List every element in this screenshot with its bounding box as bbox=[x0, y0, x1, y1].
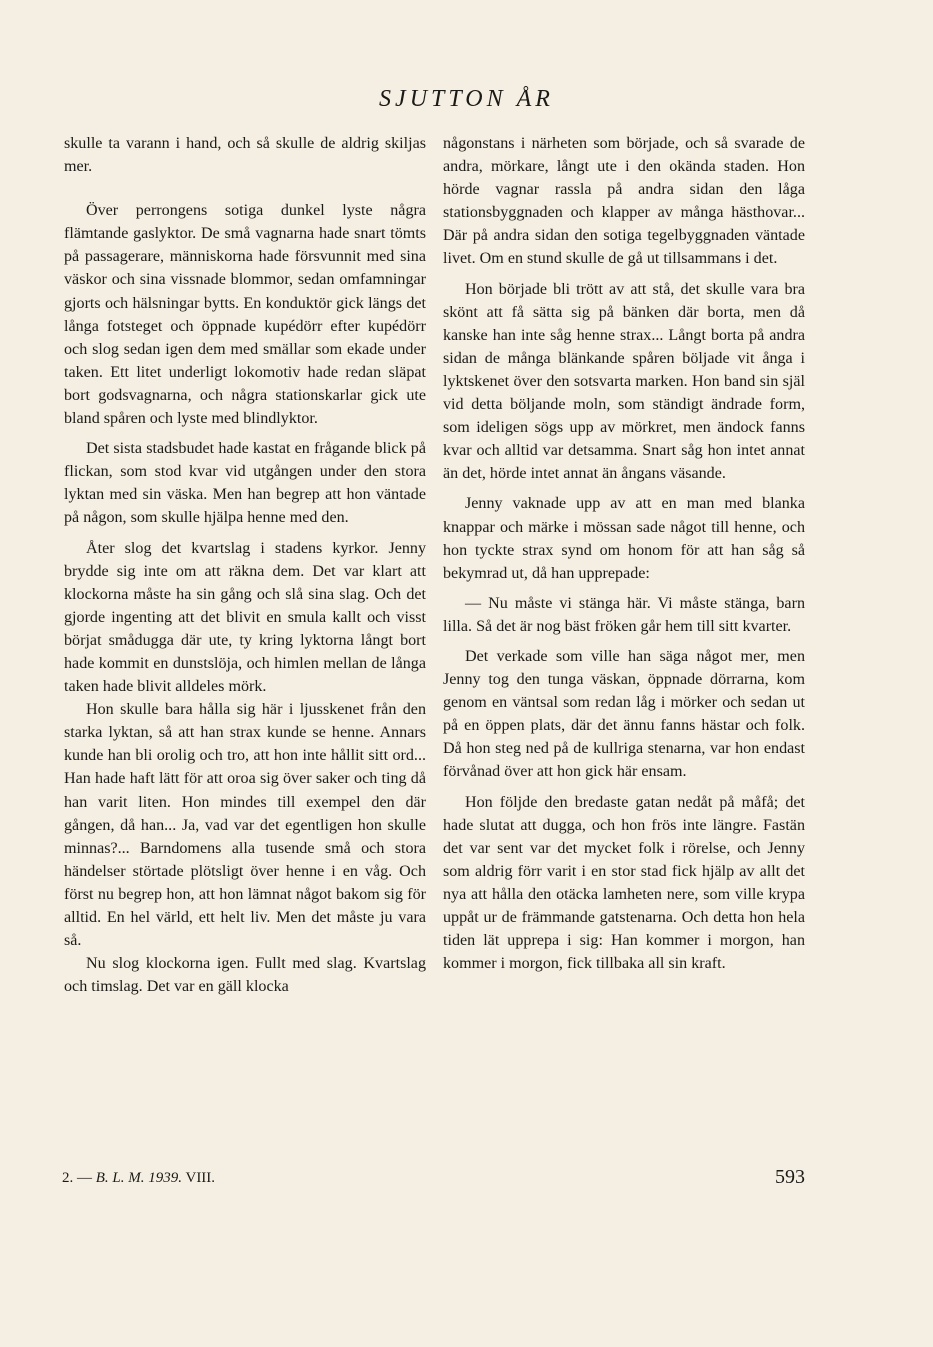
left-column bbox=[64, 132, 426, 998]
paragraph: Det verkade som ville han säga något mer, men Jenny tog den tunga väskan, öppnade dörrarna, kom genom en väntsal som redan låg i mörker och sedan ut på en öppen plats, där det ännu fanns hästar och folk. Då hon steg ned på de kullriga stenarna, var hon endast förvånad över att hon gick här ensam. bbox=[443, 647, 805, 781]
paragraph: Hon följde den bredaste gatan nedåt på måfå; det hade slutat att dugga, och hon frös inte längre. Fastän det var sent var det mycket folk i rörelse, och Jenny som aldrig förr varit i en stor stad fick hjälp av allt det nya att hålla den otäcka lamheten nere, som ville krypa uppåt ur de främmande gatstenarna. Och detta hon hela tiden lät upprepa i sig: Han kommer i morgon, han kommer i morgon, fick tillbaka all sin kraft. bbox=[443, 793, 805, 973]
paragraph: Det sista stadsbudet hade kastat en frågande blick på flickan, som stod kvar vid utgången under den stora lyktan med sin väska. Men han begrep att hon väntade på någon, som skulle hjälpa henne med den. bbox=[64, 440, 426, 527]
magazine-year: 1939. bbox=[148, 1170, 182, 1186]
running-head: SJUTTON ÅR bbox=[379, 86, 554, 112]
paragraph: skulle ta varann i hand, och så skulle de aldrig skiljas mer. bbox=[64, 135, 426, 176]
paragraph: Åter slog det kvartslag i stadens kyrkor. Jenny brydde sig inte om att räkna dem. Det var klart att klockorna måste ha sin gång och slå sina slag. Och det gjorde ingenting att det blivit en smula kallt och visst börjat smådugga där ute, ty kring lyktorna långt bort hade kommit en dunstslöja, och himlen mellan de långa taken hade blivit alldeles mörk. bbox=[64, 539, 426, 696]
page-number: 593 bbox=[775, 1166, 805, 1188]
paragraph: Hon började bli trött av att stå, det skulle vara bra skönt att få sätta sig på bänken där borta, men då kanske han inte såg henne strax... Långt borta på andra sidan de många blänkande spåren böljade vit ånga i lyktskenet över den sotsvarta marken. Hon band sin själ vid detta böljande moln, som ständigt ändrade form, som ideligen sögs upp av mörkret, men ändock fanns kvar och alltid var detsamma. Snart såg hon intet annat än det, hörde intet annat än ångans väsande. bbox=[443, 280, 805, 483]
footer-imprint bbox=[62, 1170, 215, 1187]
signature-mark: 2. — bbox=[62, 1170, 92, 1186]
paragraph: — Nu måste vi stänga här. Vi måste stänga, barn lilla. Så det är nog bäst fröken går hem till sitt kvarter. bbox=[443, 594, 805, 635]
paragraph: Jenny vaknade upp av att en man med blanka knappar och märke i mössan sade något till henne, och hon tyckte strax synd om honom för att han såg så bekymrad ut, då han upprepade: bbox=[443, 495, 805, 582]
magazine-issue: VIII. bbox=[185, 1170, 216, 1186]
right-column bbox=[443, 132, 805, 975]
paragraph: Nu slog klockorna igen. Fullt med slag. Kvartslag och timslag. Det var en gäll klocka bbox=[64, 955, 426, 996]
paragraph: Hon skulle bara hålla sig här i ljusskenet från den starka lyktan, så att han strax kunde se henne. Annars kunde han bli orolig och tro, att hon inte hållit sitt ord... Han hade haft lätt för att oroa sig över saker och ting då han varit liten. Hon mindes till exempel den där gången, då han... Ja, vad var det egentligen hon skulle minnas?... Barndomens alla tusende små och stora händelser störtade plötsligt över henne i en våg. Och först nu begrep hon, att hon lämnat något bakom sig för alltid. En hel värld, ett helt liv. Men det måste ju vara så. bbox=[64, 701, 426, 950]
magazine-title: B. L. M. bbox=[95, 1170, 145, 1186]
paragraph: någonstans i närheten som började, och så svarade de andra, mörkare, långt ute i den okända staden. Hon hörde vagnar rassla på andra sidan den låga stationsbyggnaden och klapper av många hästhovar... Där på andra sidan den sotiga tegelbyggnaden väntade livet. Om en stund skulle de gå ut tillsammans i det. bbox=[443, 135, 805, 268]
paragraph: Över perrongens sotiga dunkel lyste några flämtande gaslyktor. De små vagnarna hade snart tömts på passagerare, människorna hade försvunnit med sina väskor och sina vissnade blommor, sedan omfamningar gjorts och hälsningar bytts. En konduktör gick längs det långa fotsteget och öppnade kupédörr efter kupédörr och slog sedan igen dem med smällar som ekade under taken. Ett litet underligt lokomotiv hade redan släpat bort godsvagnarna, och några stationskarlar gick ute bland spåren och lyste med blindlyktor. bbox=[64, 202, 426, 428]
